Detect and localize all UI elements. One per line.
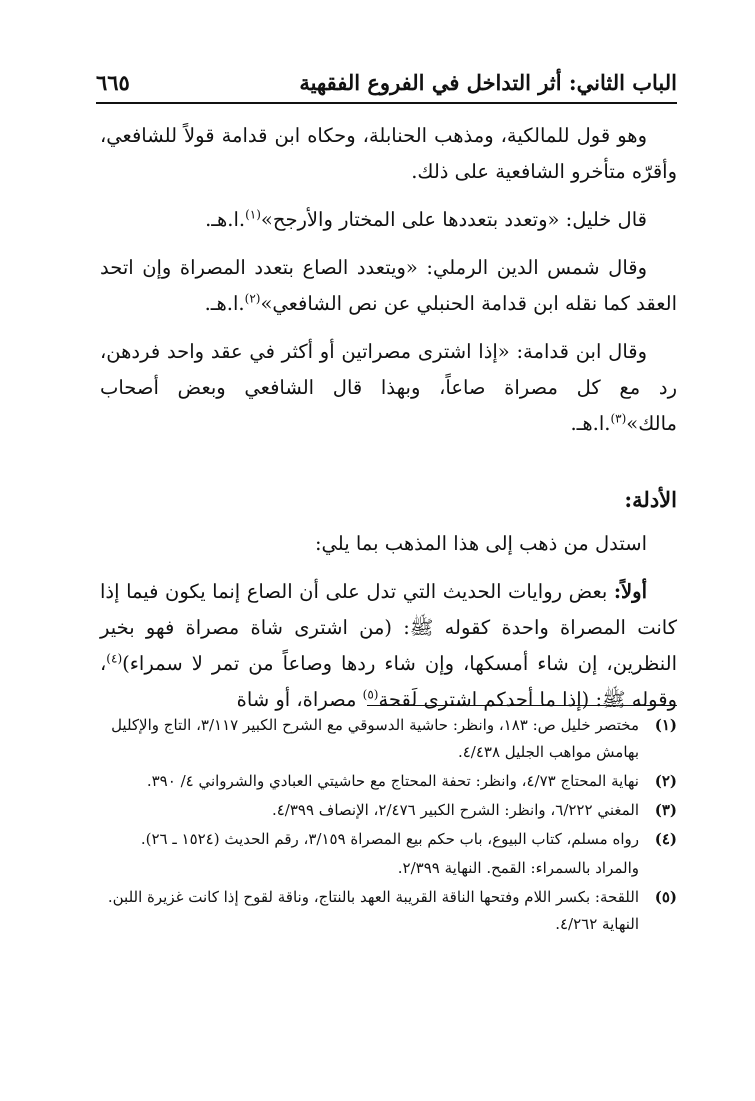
page-number: ٦٦٥ [96,69,130,95]
paragraph-5: استدل من ذهب إلى هذا المذهب بما يلي: [314,532,647,555]
abbrev-end: .ا.هـ. [205,208,246,231]
footnote-4 [100,826,677,853]
footnote-number: (٥) [654,888,677,906]
paragraph-2 [100,202,677,238]
footnote-2 [100,768,677,795]
footnote-ref-2: (٢) [244,291,261,306]
footnote-text: اللقحة: بكسر اللام وفتحها الناقة القريبة العهد بالنتاج، وناقة لقوح إذا كانت غزيرة اللبن. النهاية ٤/٢٦٢. [107,888,639,933]
paragraph-lead: أولاً: [613,580,647,603]
footnote-ref-4: (٤) [106,651,123,666]
footnote-number: (٢) [654,772,677,790]
chapter-title: الباب الثاني: أثر التداخل في الفروع الفقهية [299,69,677,95]
footnote-text: رواه مسلم، كتاب البيوع، باب حكم بيع المصراة ٣/١٥٩، رقم الحديث (١٥٢٤ ـ ٢٦). [140,830,639,848]
running-header [96,62,677,104]
footnote-1 [100,712,677,766]
footnote-number: (١) [654,716,677,734]
paragraph-3 [100,250,677,322]
paragraph-6-a: بعض روايات الحديث التي تدل على أن الصاع إنما يكون فيما إذا كانت المصراة واحدة كقوله ﷺ: (من اشترى شاة مصراة فهو بخير النظرين، إن شاء أمسكها، وإن شاء ردها وصاعاً من تمر لا سمراء) [100,580,677,675]
quote-ibn-qudama: وقال ابن قدامة: «إذا اشترى مصراتين أو أكثر في عقد واحد فردهن، رد مع كل مصراة صاعاً، وبهذا قال الشافعي وبعض أصحاب مالك» [100,340,677,435]
footnote-text: المغني ٦/٢٢٢، وانظر: الشرح الكبير ٢/٤٧٦، الإنصاف ٤/٣٩٩. [271,801,639,819]
section-heading: الأدلة: [624,487,677,512]
paragraph-4 [100,334,677,442]
footnote-number: (٤) [654,830,677,848]
paragraph-6-c: مصراة، أو شاة [236,688,363,711]
main-text [100,118,677,730]
paragraph-1: وهو قول للمالكية، ومذهب الحنابلة، وحكاه ابن قدامة قولاً للشافعي، وأقرّه متأخرو الشافعية على ذلك. [100,124,677,183]
abbrev-end: .ا.هـ. [204,292,245,315]
footnote-text: نهاية المحتاج ٤/٧٣، وانظر: تحفة المحتاج مع حاشيتي العبادي والشرواني ٤/ ٣٩٠. [146,772,639,790]
footnote-number: (٣) [654,801,677,819]
footnotes [100,712,677,940]
footnote-ref-3: (٣) [610,411,627,426]
quote-khalil: قال خليل: «وتعدد بتعددها على المختار والأرجح» [260,208,647,231]
paragraph-6 [100,574,677,718]
quote-ramli: وقال شمس الدين الرملي: «ويتعدد الصاع بتعدد المصراة وإن اتحد العقد كما نقله ابن قدامة الحنبلي عن نص الشافعي» [100,256,677,315]
footnote-ref-1: (١) [245,207,261,222]
paragraph-6-b: ، وقوله ﷺ: (إذا ما أحدكم اشترى لَقحة [100,652,677,711]
abbrev-end: .ا.هـ. [570,412,611,435]
footnote-text: والمراد بالسمراء: القمح. النهاية ٢/٣٩٩. [397,859,639,877]
footnote-3 [100,797,677,824]
footnote-text: مختصر خليل ص: ١٨٣، وانظر: حاشية الدسوقي مع الشرح الكبير ٣/١١٧، التاج والإكليل بهامش مواهب الجليل ٤/٤٣٨. [111,716,639,761]
footnote-ref-5: (٥) [362,687,379,702]
footnote-separator [367,705,677,706]
footnote-4-continuation [100,855,677,882]
footnote-5 [100,884,677,938]
